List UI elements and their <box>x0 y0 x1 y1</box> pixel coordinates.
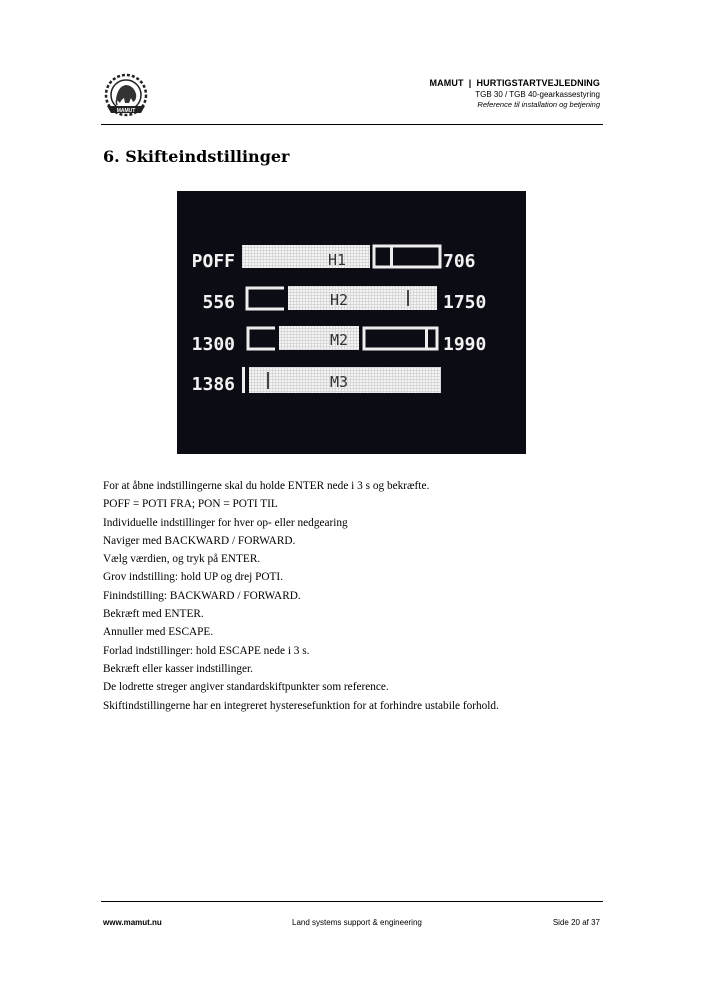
row-4-bar-label: M3 <box>329 373 349 391</box>
section-title: 6. Skifteindstillinger <box>103 147 290 166</box>
display-row-1 <box>192 245 476 272</box>
row-1-left-value: POFF <box>191 251 235 272</box>
display-row-4 <box>192 367 441 395</box>
header-reference: Reference til installation og betjening <box>477 100 600 109</box>
instruction-line: Naviger med BACKWARD / FORWARD. <box>103 534 296 547</box>
display-photo <box>177 191 526 454</box>
instruction-line: Individuelle indstillinger for hver op- eller nedgearing <box>103 516 348 529</box>
footer-divider <box>101 901 603 902</box>
logo-text: MAMUT <box>116 108 136 114</box>
row-4-left-value: 1386 <box>191 374 235 395</box>
header-subtitle: TGB 30 / TGB 40-gearkassestyring <box>475 90 600 99</box>
display-row-3 <box>192 326 487 355</box>
footer-tagline: Land systems support & engineering <box>292 918 422 927</box>
row-1-right-value: 706 <box>443 251 476 272</box>
mamut-logo <box>101 72 151 118</box>
instruction-line: Bekræft eller kasser indstillinger. <box>103 662 253 675</box>
instruction-line: Annuller med ESCAPE. <box>103 626 214 639</box>
instruction-line: Finindstilling: BACKWARD / FORWARD. <box>103 589 301 602</box>
instruction-line: Bekræft med ENTER. <box>103 608 204 621</box>
instructions-list <box>103 477 499 715</box>
instruction-line: Skiftindstillingerne har en integreret hysteresefunktion for at forhindre ustabile forhold. <box>103 699 499 712</box>
instruction-line: De lodrette streger angiver standardskiftpunkter som reference. <box>103 681 389 694</box>
instruction-line: POFF = POTI FRA; PON = POTI TIL <box>103 498 278 511</box>
row-3-left-value: 1300 <box>191 334 235 355</box>
display-row-2 <box>202 286 486 313</box>
instruction-line: Forlad indstillinger: hold ESCAPE nede i 3 s. <box>103 644 310 657</box>
instruction-line: Grov indstilling: hold UP og drej POTI. <box>103 571 284 584</box>
row-2-bar-label: H2 <box>329 291 349 309</box>
row-2-left-value: 556 <box>202 292 235 313</box>
page-header <box>430 78 600 110</box>
header-divider <box>101 124 603 125</box>
instruction-line: For at åbne indstillingerne skal du holde ENTER nede i 3 s og bekræfte. <box>103 480 430 492</box>
row-3-right-value: 1990 <box>443 334 487 355</box>
row-1-bar-label: H1 <box>327 251 347 269</box>
page-number: Side 20 af 37 <box>552 918 600 927</box>
row-2-right-value: 1750 <box>443 292 487 313</box>
row-3-bar-label: M2 <box>329 331 349 349</box>
footer-website-link[interactable]: www.mamut.nu <box>103 918 162 927</box>
instruction-line: Vælg værdien, og tryk på ENTER. <box>103 553 261 566</box>
header-title: MAMUT | HURTIGSTARTVEJLEDNING <box>429 78 600 88</box>
